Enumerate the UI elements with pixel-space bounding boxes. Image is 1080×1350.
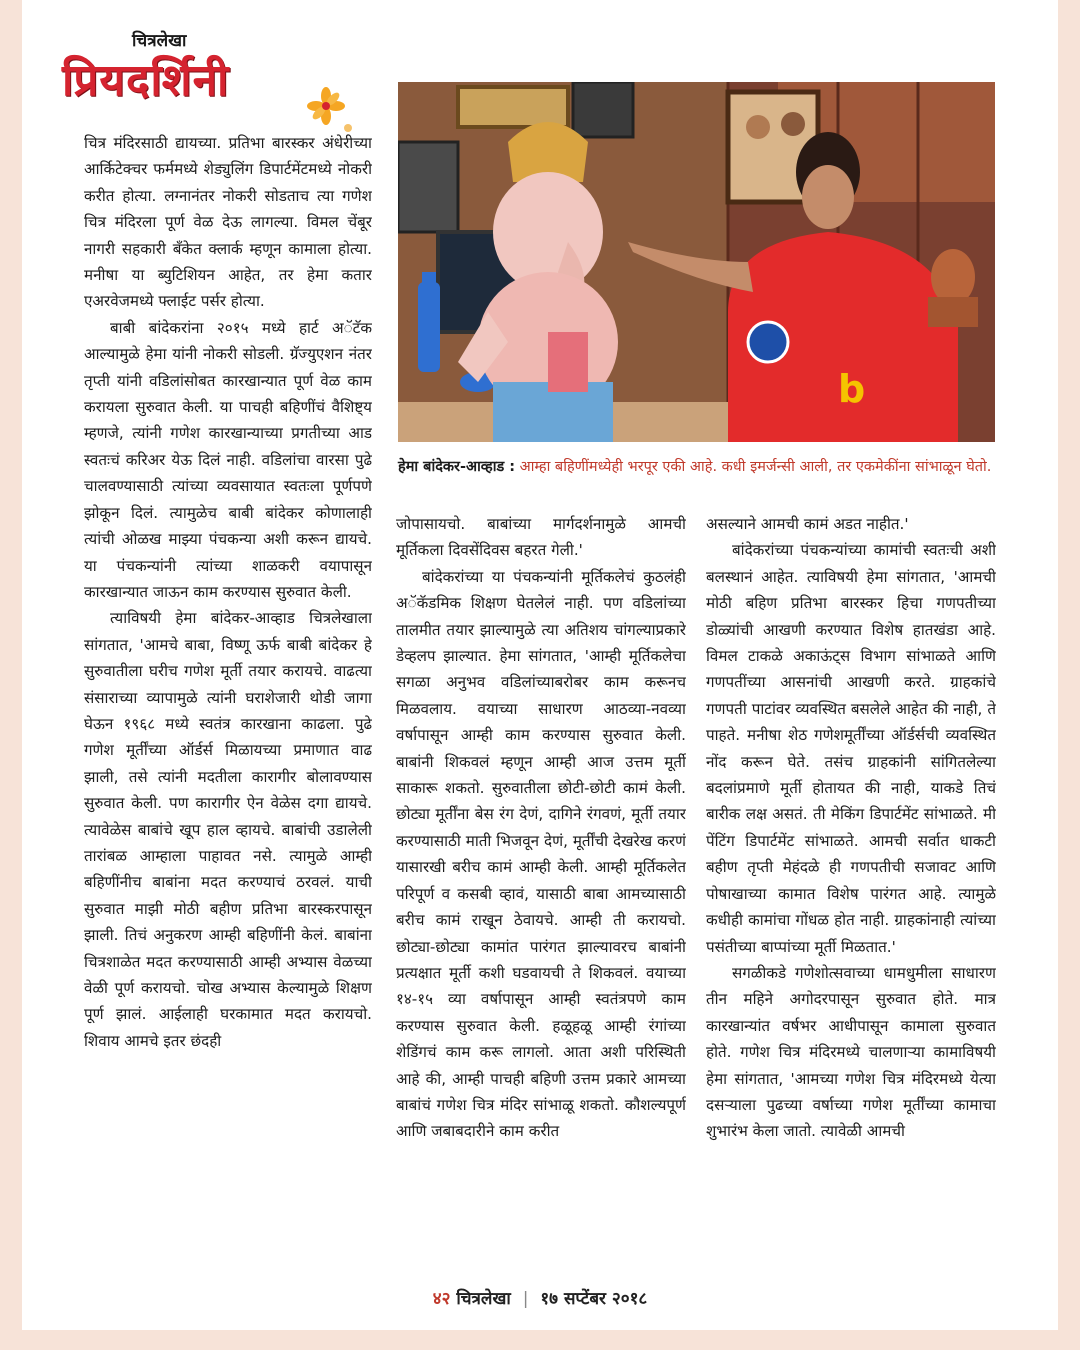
footer-separator: | bbox=[522, 1289, 529, 1309]
photo-caption bbox=[398, 455, 995, 480]
article-column-2 bbox=[396, 511, 686, 1271]
masthead bbox=[62, 28, 382, 128]
paragraph: त्याविषयी हेमा बांदेकर-आव्हाड चित्रलेखाला सांगतात, 'आमचे बाबा, विष्णू ऊर्फ बाबी बांदेकर हे सुरुवातीला घरीच गणेश मूर्ती तयार करायचे. वाढत्या संसाराच्या व्यापामुळे त्यांनी घराशेजारी थोडी जागा घेऊन १९६८ मध्ये स्वतंत्र कारखाना काढला. पुढे गणेश मूर्तींच्या ऑर्डर्स मिळायच्या प्रमाणात वाढ झाली, तसे त्यांनी मदतीला कारागीर बोलावण्यास सुरुवात केली. पण कारागीर ऐन वेळेस दगा द्यायचे. त्यावेळेस बाबांचे खूप हाल व्हायचे. बाबांची उडालेली तारांबळ आम्हाला पाहावत नसे. त्यामुळे आम्ही बहिणींनीच बाबांना मदत करण्याचं ठरवलं. याची सुरुवात माझी मोठी बहीण प्रतिभा बारस्करपासून झाली. तिचं अनुकरण आम्ही बहिणींनी केलं. बाबांना चित्रशाळेत मदत करण्यासाठी आम्ही अभ्यास वेळच्या वेळी पूर्ण करायचो. चोख अभ्यास केल्यामुळे शिक्षण पूर्ण झालं. आईलाही घरकामात मदत करायचो. शिवाय आमचे इतर छंदही bbox=[84, 609, 372, 1050]
paragraph: बाबी बांदेकरांना २०१५ मध्ये हार्ट अॅटॅक आल्यामुळे हेमा यांनी नोकरी सोडली. ग्रॅज्युएशन नंतर तृप्ती यांनी वडिलांसोबत कारखान्यात पूर्ण वेळ काम करायला सुरुवात केली. या पाचही बहिणींचं वैशिष्ट्य म्हणजे, त्यांनी गणेश कारखान्याच्या प्रगतीच्या आड स्वतःचं करिअर येऊ दिलं नाही. वडिलांचा वारसा पुढे चालवण्यासाठी त्यांच्या व्यवसायात स्वतःला पूर्णपणे झोकून दिलं. त्यामुळेच बाबी बांदेकर कोणालाही त्यांची ओळख माझ्या पंचकन्या अशी करून द्यायचे. या पंचकन्यांनी त्यांच्या शाळकरी वयापासून कारखान्यात जाऊन काम करण्यास सुरुवात केली. bbox=[84, 318, 372, 601]
article-column-1 bbox=[84, 130, 372, 1270]
caption-person-name: हेमा बांदेकर-आव्हाड : bbox=[398, 459, 516, 475]
paragraph: बांदेकरांच्या पंचकन्यांच्या कामांची स्वतःची अशी बलस्थानं आहेत. त्याविषयी हेमा सांगतात, 'आमची मोठी बहिण प्रतिभा बारस्कर हिचा गणपतीच्या डोळ्यांची आखणी करण्यात विशेष हातखंडा आहे. विमल टाकळे अकाऊंट्स विभाग सांभाळते आणि गणपतींच्या आसनांची आखणी करते. ग्राहकांचे गणपती पाटांवर व्यवस्थित बसलेले आहेत की नाही, ते पाहते. मनीषा शेठ गणेशमूर्तींच्या ऑर्डर्सची व्यवस्थित नोंद करून घेते. तसंच ग्राहकांनी सांगितलेल्या बदलांप्रमाणे मूर्ती होतायत की नाही, याकडे तिचं बारीक लक्ष असतं. ती मेकिंग डिपार्टमेंट सांभाळते. मी पेंटिंग डिपार्टमेंट सांभाळते. आमची सर्वात धाकटी बहीण तृप्ती मेहंदळे ही गणपतीची सजावट आणि पोषाखाच्या कामात विशेष पारंगत आहे. त्यामुळे कधीही कामांचा गोंधळ होत नाही. ग्राहकांनाही त्यांच्या पसंतीच्या बाप्पांच्या मूर्ती मिळतात.' bbox=[706, 541, 996, 956]
page-number: ४२ bbox=[432, 1289, 451, 1309]
masthead-section-title: प्रियदर्शिनी bbox=[62, 55, 230, 106]
footer-date: १७ सप्टेंबर २०१८ bbox=[540, 1289, 648, 1309]
flower-icon bbox=[304, 84, 356, 136]
paragraph: जोपासायचो. बाबांच्या मार्गदर्शनामुळे आमची मूर्तिकला दिवसेंदिवस बहरत गेली.' bbox=[396, 515, 686, 560]
svg-text:b: b bbox=[838, 367, 866, 411]
article-column-3 bbox=[706, 511, 996, 1271]
paragraph: चित्र मंदिरसाठी द्यायच्या. प्रतिभा बारस्कर अंधेरीच्या आर्किटेक्चर फर्ममध्ये शेड्युलिंग डिपार्टमेंटमध्ये नोकरी करीत होत्या. लग्नानंतर नोकरी सोडताच त्या गणेश चित्र मंदिरला पूर्ण वेळ देऊ लागल्या. विमल चेंबूर नागरी सहकारी बँकेत क्लार्क म्हणून कामाला होत्या. मनीषा या ब्युटिशियन आहेत, तर हेमा कतार एअरवेजमध्ये फ्लाईट पर्सर होत्या. bbox=[84, 134, 372, 311]
masthead-magazine-name: चित्रलेखा bbox=[132, 31, 187, 51]
bottom-strip bbox=[22, 1330, 1058, 1350]
article-photo bbox=[398, 82, 995, 442]
page-footer bbox=[0, 1286, 1080, 1309]
paragraph: बांदेकरांच्या या पंचकन्यांनी मूर्तिकलेचं कुठलंही अॅकॅडमिक शिक्षण घेतलेलं नाही. पण वडिलांच्या तालमीत तयार झाल्यामुळे त्या अतिशय चांगल्याप्रकारे डेव्हलप झाल्यात. हेमा सांगतात, 'आम्ही मूर्तिकलेचा सगळा अनुभव वडिलांच्याबरोबर काम करूनच मिळवलाय. वयाच्या साधारण आठव्या-नवव्या वर्षापासून आम्ही काम करण्यास सुरुवात केली. बाबांनी शिकवलं म्हणून आम्ही आज उत्तम मूर्ती साकारू शकतो. सुरुवातीला छोटी-छोटी कामं केली. छोट्या मूर्तींना बेस रंग देणं, दागिने रंगवणं, मूर्ती तयार करण्यासाठी माती भिजवून देणं, मूर्तींची देखरेख करणं यासारखी बरीच कामं आम्ही केली. आम्ही मूर्तिकलेत परिपूर्ण व कसबी व्हावं, यासाठी बाबा आमच्यासाठी बरीच कामं राखून ठेवायचे. आम्ही ती करायचो. छोट्या-छोट्या कामांत पारंगत झाल्यावरच बाबांनी प्रत्यक्षात मूर्ती कशी घडवायची ते शिकवलं. वयाच्या १४-१५ व्या वर्षापासून आम्ही स्वतंत्रपणे काम करण्यास सुरुवात केली. हळूहळू आम्ही रंगांच्या शेडिंगचं काम करू लागलो. आता अशी परिस्थिती आहे की, आम्ही पाचही बहिणी उत्तम प्रकारे आमच्या बाबांचं गणेश चित्र मंदिर सांभाळू शकतो. कौशल्यपूर्ण आणि जबाबदारीने काम करीत bbox=[396, 567, 686, 1141]
footer-magazine-name: चित्रलेखा bbox=[456, 1289, 511, 1309]
paragraph: असल्याने आमची कामं अडत नाहीत.' bbox=[706, 515, 909, 533]
paragraph: सगळीकडे गणेशोत्सवाच्या धामधुमीला साधारण तीन महिने अगोदरपासून सुरुवात होते. मात्र कारखान्यांत वर्षभर आधीपासून कामाला सुरुवात होते. गणेश चित्र मंदिरमध्ये चालणाऱ्या कामाविषयी हेमा सांगतात, 'आमच्या गणेश चित्र मंदिरमध्ये येत्या दसऱ्याला पुढच्या वर्षाच्या गणेश मूर्तींच्या कामाचा शुभारंभ केला जातो. त्यावेळी आमची bbox=[706, 963, 996, 1141]
caption-quote: आम्हा बहिणींमध्येही भरपूर एकी आहे. कधी इमर्जन्सी आली, तर एकमेकींना सांभाळून घेतो. bbox=[519, 459, 992, 475]
